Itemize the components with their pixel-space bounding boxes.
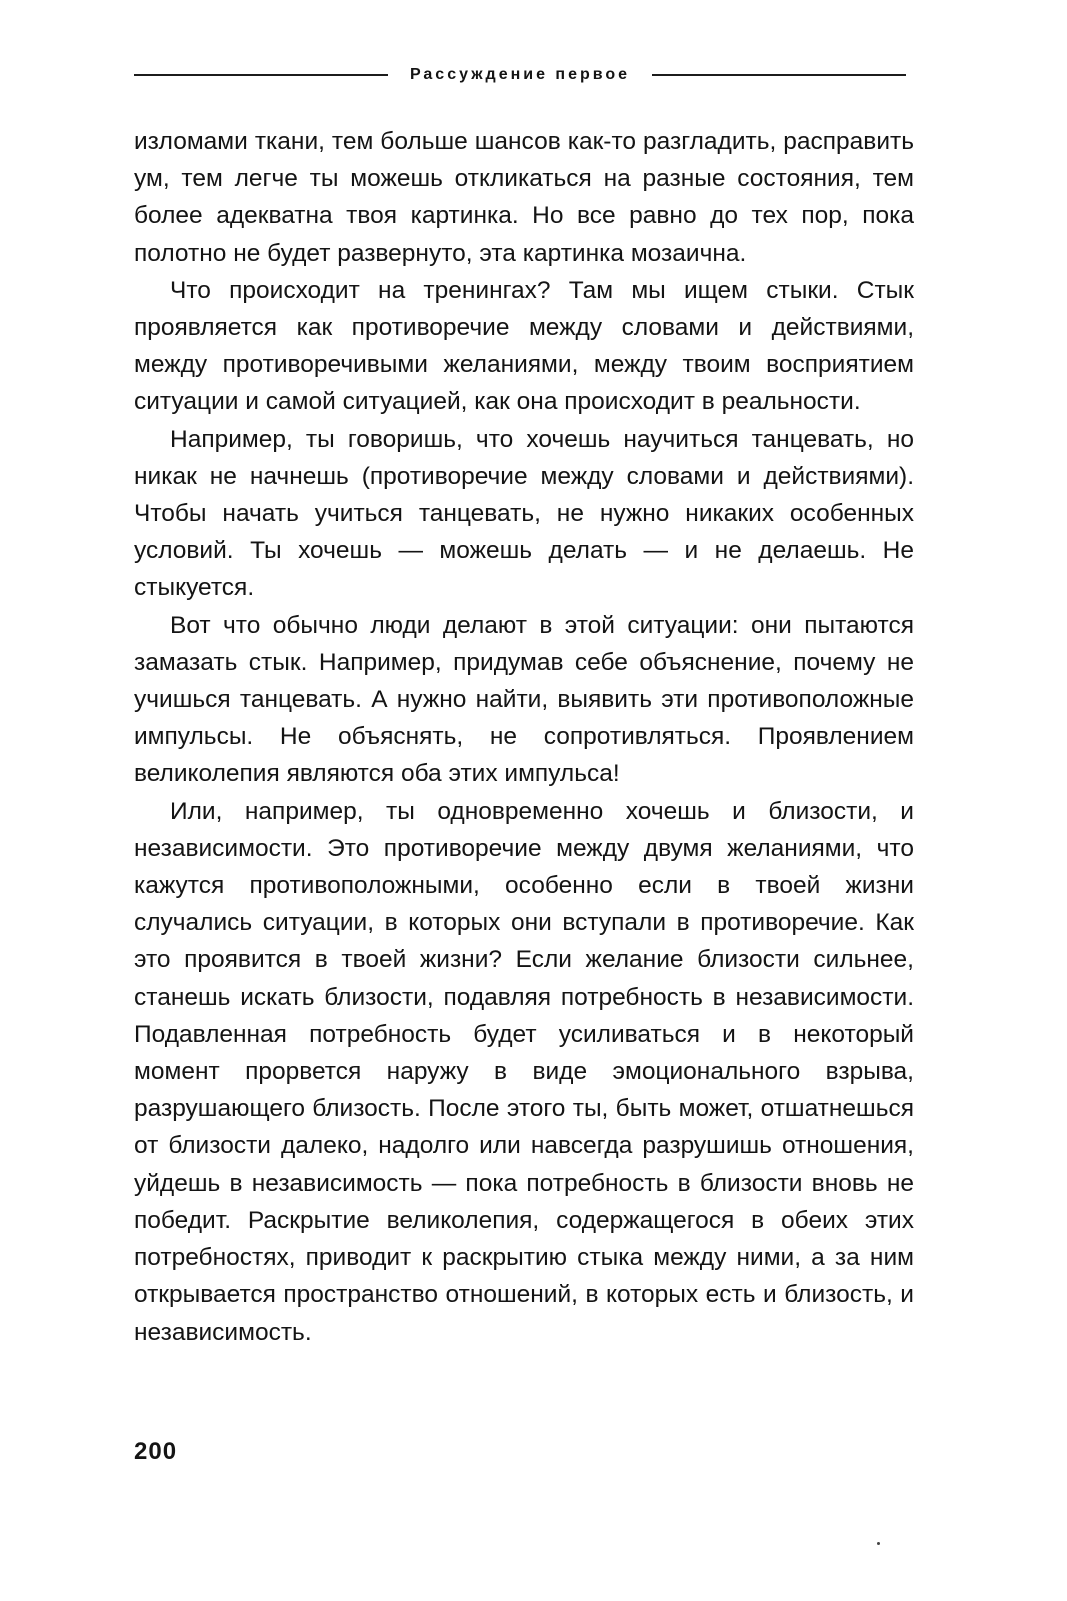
paragraph-5: Или, например, ты одновременно хочешь и близости, и независимости. Это противоречие между двумя желаниями, что кажутся противоположными, особенно если в твоей жизни случались ситуации, в которых они вступали в противоречие. Как это проявится в твоей жизни? Если желание близости сильнее, станешь искать близости, подавляя потребность в независимости. Подавленная потребность будет усиливаться и в некоторый момент прорвется наружу в виде эмоционального взрыва, разрушающего близость. После этого ты, быть может, отшатнешься от близости далеко, надолго или навсегда разрушишь отношения, уйдешь в независимость — пока потребность в близости вновь не победит. Раскрытие великолепия, содержащегося в обеих этих потребностях, приводит к раскрытию стыка между ними, а за ним открывается пространство отношений, в которых есть и близость, и независимость.	[134, 797, 914, 1346]
body-text	[134, 123, 914, 1351]
header-rule-right	[652, 74, 906, 76]
paragraph-2: Что происходит на тренингах? Там мы ищем стыки. Стык проявляется как противоречие между словами и действиями, между противоречивыми желаниями, между твоим восприятием ситуации и самой ситуацией, как она происходит в реальности.	[134, 276, 914, 416]
paragraph-4: Вот что обычно люди делают в этой ситуации: они пытаются замазать стык. Например, придумав себе объяснение, почему не учишься танцевать. А нужно найти, выявить эти противоположные импульсы. Не объяснять, не сопротивляться. Проявлением великолепия являются оба этих импульса!	[134, 611, 914, 788]
header-rule-left	[134, 74, 388, 76]
paragraph-1: изломами ткани, тем больше шансов как-то разгладить, расправить ум, тем легче ты можешь откликаться на разные состояния, тем более адекватна твоя картинка. Но все равно до тех пор, пока полотно не будет развернуто, эта картинка мозаична.	[134, 128, 914, 267]
page-number: 200	[134, 1438, 178, 1465]
running-header	[134, 62, 906, 88]
chapter-title: Рассуждение первое	[409, 66, 631, 83]
paragraph-3: Например, ты говоришь, что хочешь научиться танцевать, но никак не начнешь (противоречие между словами и действиями). Чтобы начать учиться танцевать, не нужно никаких особенных условий. Ты хочешь — можешь делать — и не делаешь. Не стыкуется.	[134, 425, 914, 602]
print-speck	[877, 1542, 880, 1545]
